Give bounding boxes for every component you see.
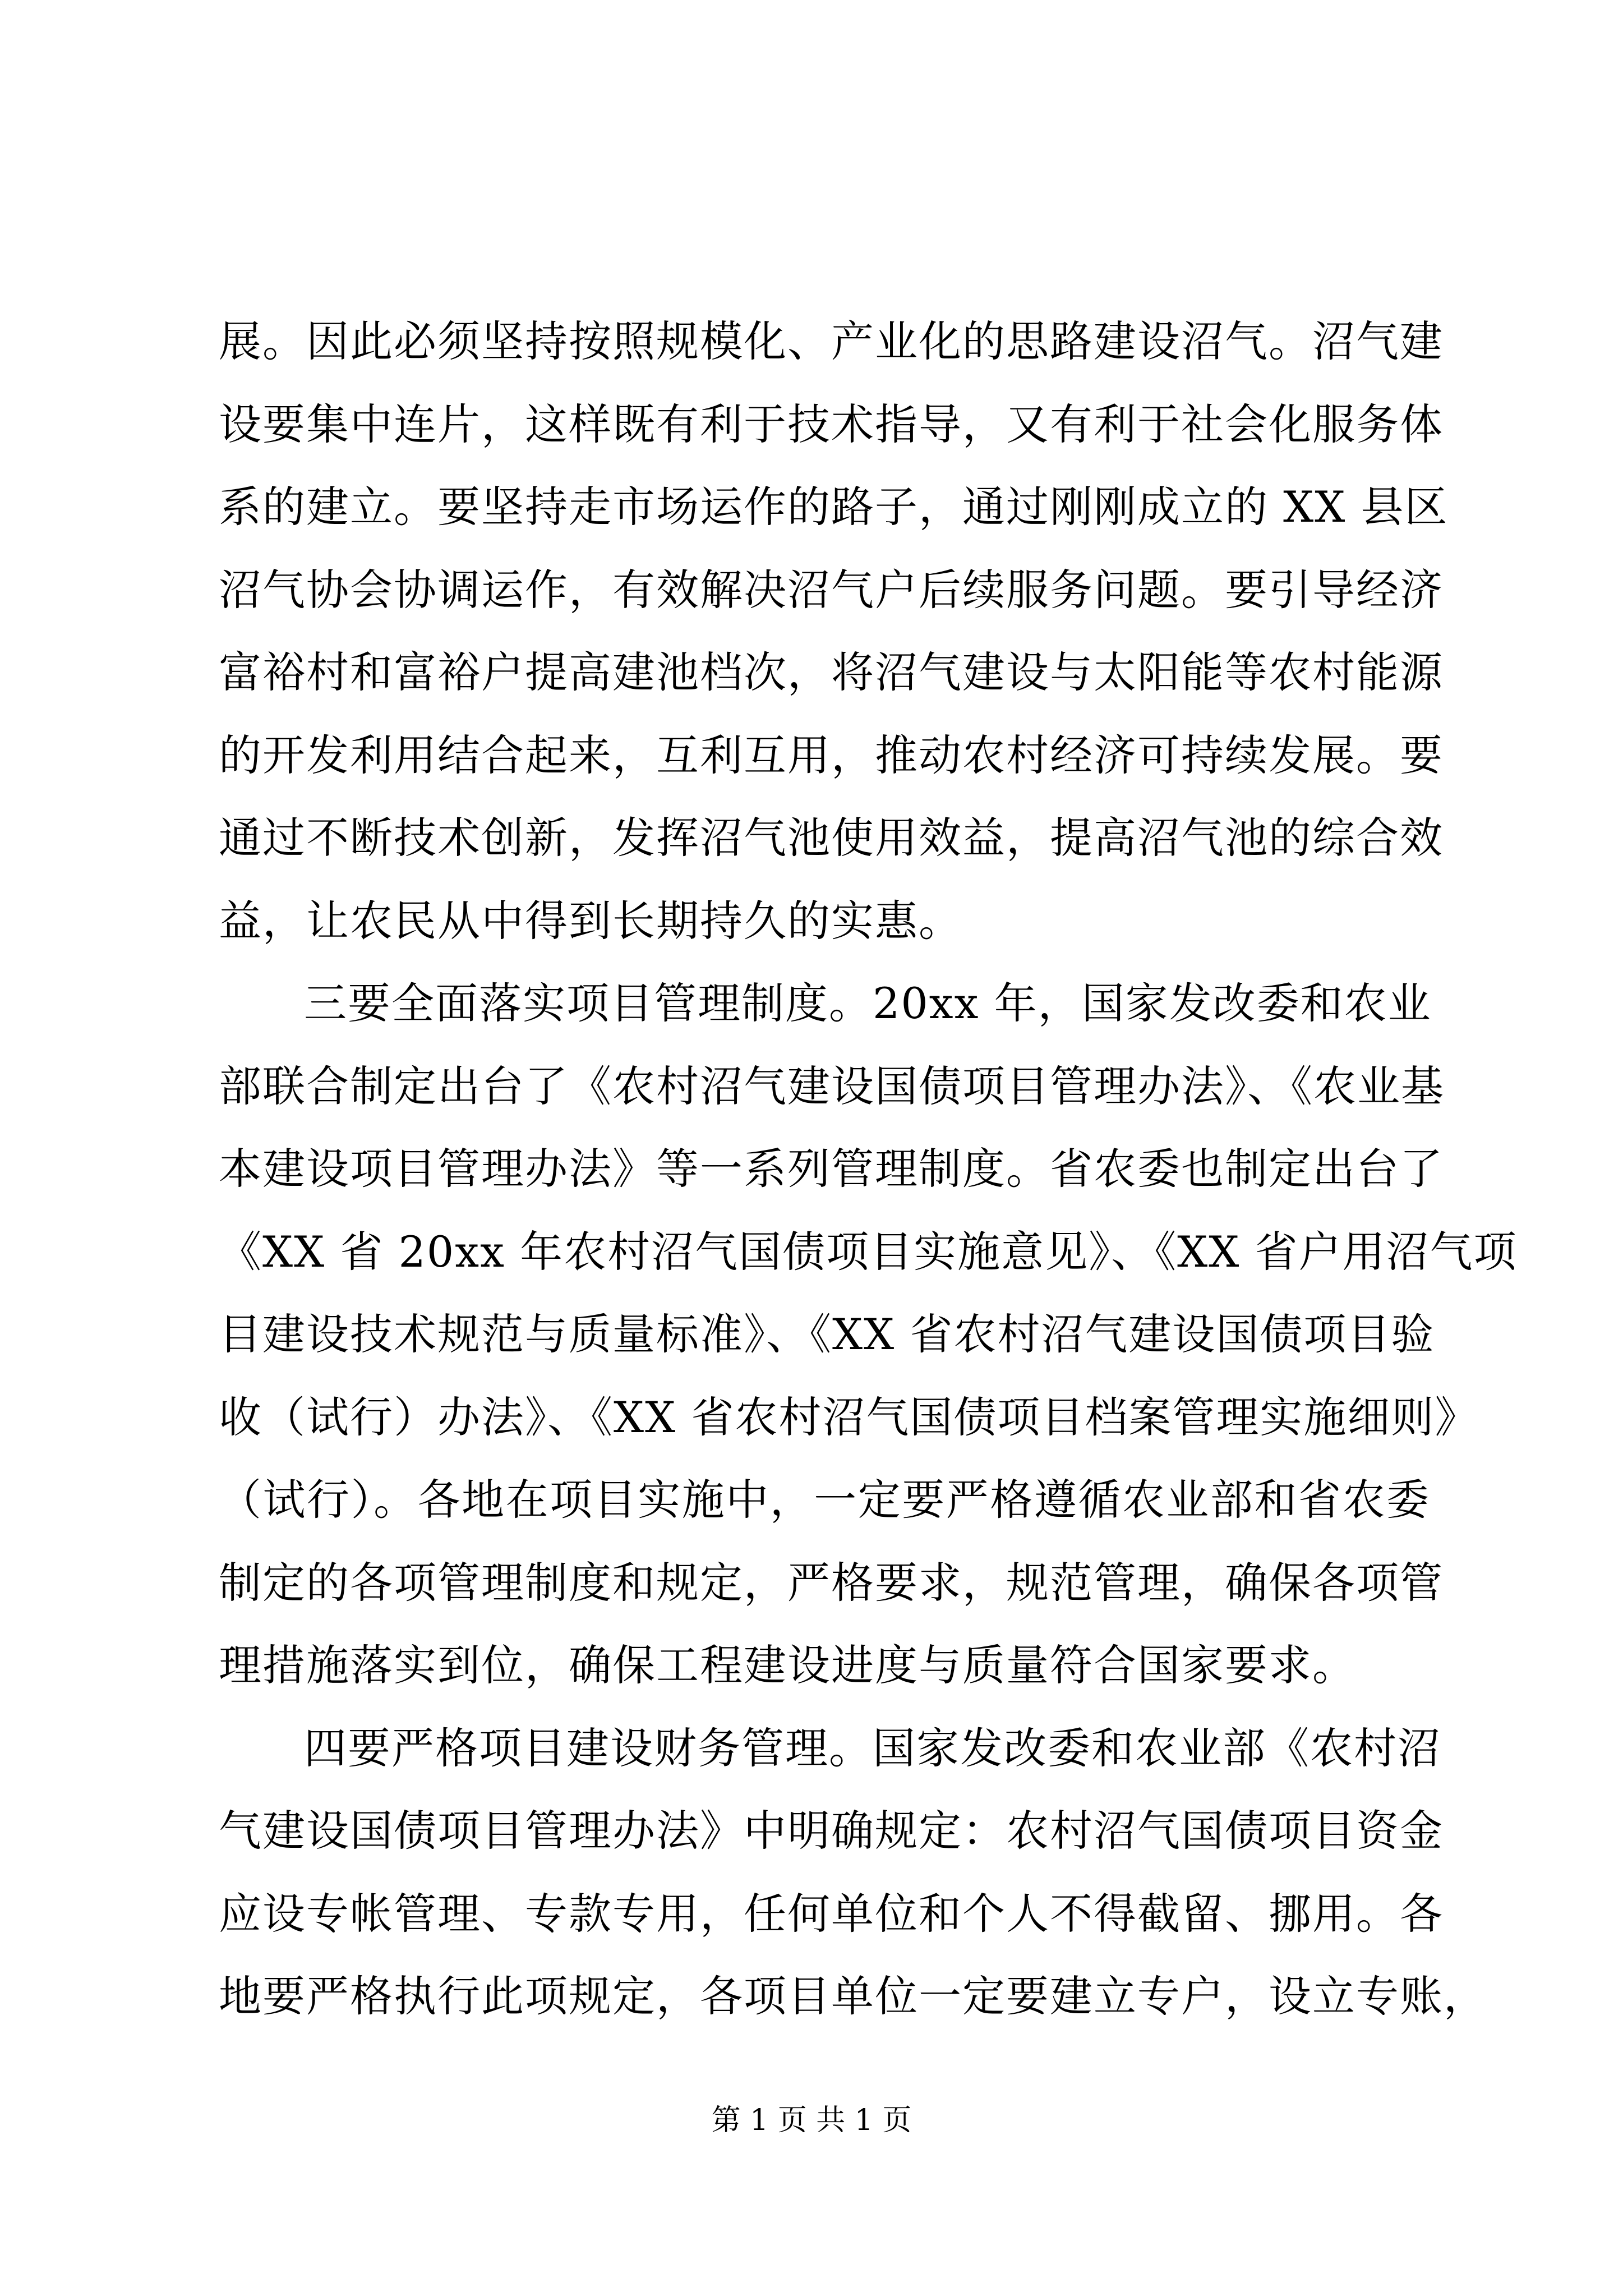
text-line: 的开发利用结合起来，互利互用，推动农村经济可持续发展。要 <box>219 730 1444 780</box>
text-line: 《XX 省 20xx 年农村沼气国债项目实施意见》、《XX 省户用沼气项 <box>219 1226 1518 1277</box>
text-line: 气建设国债项目管理办法》中明确规定：农村沼气国债项目资金 <box>219 1806 1444 1856</box>
text-line: 地要严格执行此项规定，各项目单位一定要建立专户，设立专账， <box>219 1971 1487 2021</box>
paragraph-start-line: 四要严格项目建设财务管理。国家发改委和农业部《农村沼 <box>304 1723 1441 1773</box>
text-line: 收（试行）办法》、《XX 省农村沼气国债项目档案管理实施细则》 <box>219 1392 1479 1442</box>
text-line: 目建设技术规范与质量标准》、《XX 省农村沼气建设国债项目验 <box>219 1309 1435 1359</box>
text-line: 益，让农民从中得到长期持久的实惠。 <box>219 895 962 946</box>
text-line: 本建设项目管理办法》等一系列管理制度。省农委也制定出台了 <box>219 1144 1444 1194</box>
text-line: 部联合制定出台了《农村沼气建设国债项目管理办法》、《农业基 <box>219 1061 1445 1111</box>
text-line: 系的建立。要坚持走市场运作的路子，通过刚刚成立的 XX 县区 <box>219 482 1449 532</box>
paragraph-start-line: 三要全面落实项目管理制度。20xx 年，国家发改委和农业 <box>304 978 1432 1028</box>
text-line: 沼气协会协调运作，有效解决沼气户后续服务问题。要引导经济 <box>219 564 1444 615</box>
text-line: 富裕村和富裕户提高建池档次，将沼气建设与太阳能等农村能源 <box>219 647 1444 697</box>
text-line: （试行）。各地在项目实施中，一定要严格遵循农业部和省农委 <box>219 1475 1430 1525</box>
text-line: 通过不断技术创新，发挥沼气池使用效益，提高沼气池的综合效 <box>219 813 1444 863</box>
page-footer: 第 1 页 共 1 页 <box>711 2104 912 2137</box>
text-line: 展。因此必须坚持按照规模化、产业化的思路建设沼气。沼气建 <box>219 316 1444 366</box>
text-line: 设要集中连片，这样既有利于技术指导，又有利于社会化服务体 <box>219 399 1444 449</box>
text-line: 应设专帐管理、专款专用，任何单位和个人不得截留、挪用。各 <box>219 1888 1444 1939</box>
body-text <box>219 300 1518 2038</box>
text-line: 制定的各项管理制度和规定，严格要求，规范管理，确保各项管 <box>219 1557 1444 1608</box>
text-line: 理措施落实到位，确保工程建设进度与质量符合国家要求。 <box>219 1640 1356 1690</box>
